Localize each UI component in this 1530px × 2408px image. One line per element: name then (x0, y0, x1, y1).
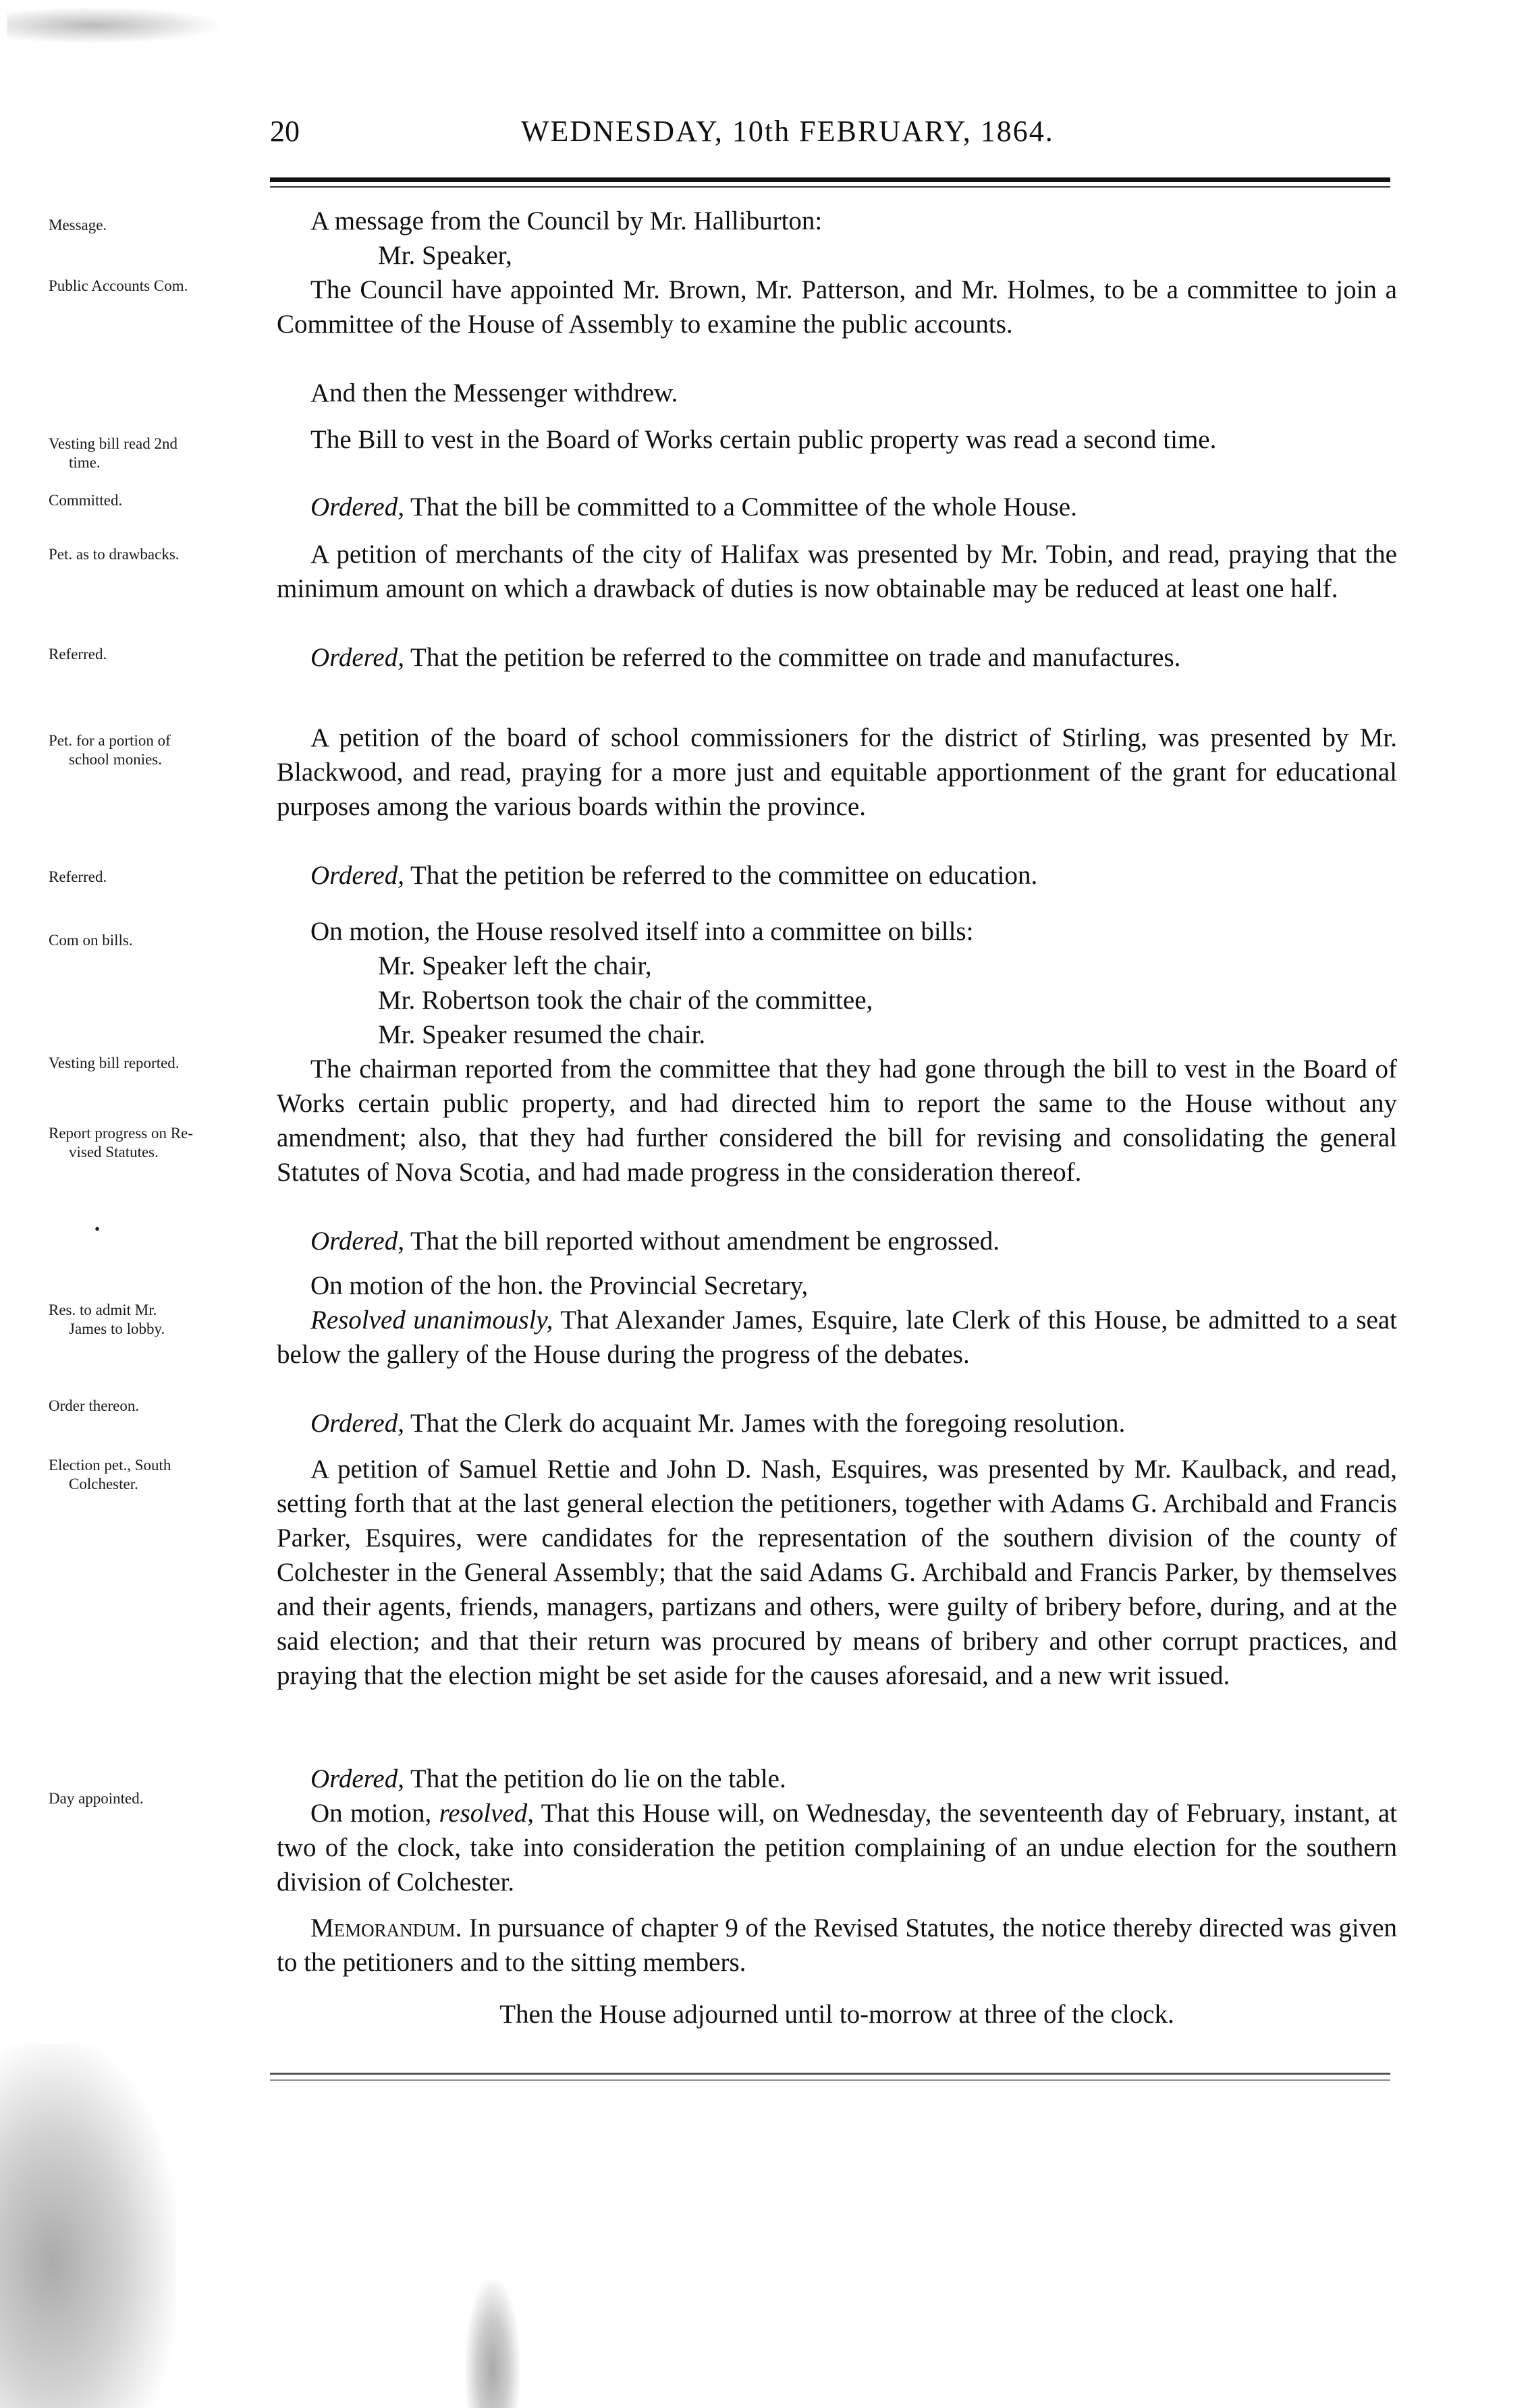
para-ordered-committed (277, 490, 1397, 524)
para-day-appointed (277, 1796, 1397, 1899)
margin-note-pet-school (49, 731, 278, 769)
para-memorandum (277, 1911, 1397, 1980)
margin-note-message: Message. (49, 217, 107, 233)
para-message: A message from the Council by Mr. Halliburton: (310, 206, 823, 235)
margin-note-vesting-bill (49, 435, 278, 472)
margin-note-vesting-bill-line2: time. (69, 454, 101, 471)
ordered-text: That the petition do lie on the table. (404, 1764, 786, 1793)
margin-note-pet-school-line1: Pet. for a portion of (49, 732, 171, 749)
margin-note-res-admit (49, 1301, 278, 1339)
para-mr-speaker: Mr. Speaker, (378, 241, 512, 270)
margin-note-committed: Committed. (49, 492, 123, 509)
ordered-text: That the bill be committed to a Committee of the whole House. (404, 493, 1077, 522)
memorandum-label: Memorandum. (310, 1913, 462, 1942)
para-resolved-james (277, 1303, 1397, 1372)
ordered-label: Ordered, (310, 643, 404, 672)
footer-rule-thin (270, 2079, 1390, 2081)
ordered-label: Ordered, (310, 861, 404, 890)
para-adjourned: Then the House adjourned until to-morrow at three of the clock. (499, 2000, 1174, 2029)
ordered-label: Ordered, (310, 1764, 404, 1793)
para-chairman-reported: The chairman reported from the committee that they had gone through the bill to vest in the Board of Works certain public property, and had directed him to report the same to the House without any amendment; also, that they had further considered the bill for revising and consolidating the general Statutes of Nova Scotia, and had made progress in the consideration thereof. (277, 1055, 1397, 1187)
margin-note-order-thereon: Order thereon. (49, 1397, 140, 1414)
para-ordered-trade (277, 640, 1397, 675)
para-ordered-table (277, 1762, 1397, 1796)
resolved-text: That Alexander James, Esquire, late Clerk of this House, be admitted to a seat below the gallery of the House during the progress of the debates. (277, 1306, 1397, 1369)
ordered-text: That the petition be referred to the committee on trade and manufactures. (404, 643, 1181, 672)
para-committee-on-bills: On motion, the House resolved itself into a committee on bills: (310, 917, 974, 946)
margin-note-referred-2: Referred. (49, 868, 107, 885)
motion-text-a: On motion, (310, 1799, 439, 1828)
margin-bullet: • (94, 1221, 101, 1237)
header-rule-thin (270, 186, 1390, 188)
para-bill-second-reading: The Bill to vest in the Board of Works certain public property was read a second time. (310, 425, 1217, 454)
para-petition-merchants: A petition of merchants of the city of Halifax was presented by Mr. Tobin, and read, praying that the minimum amount on which a drawback of duties is now obtainable may be reduced at least one half. (277, 540, 1397, 603)
ordered-label: Ordered, (310, 493, 404, 522)
header-rule-thick (270, 177, 1390, 182)
para-ordered-clerk (277, 1406, 1397, 1440)
resolved-label: resolved, (439, 1799, 534, 1828)
margin-note-vesting-bill-line1: Vesting bill read 2nd (49, 435, 177, 452)
ordered-label: Ordered, (310, 1227, 404, 1256)
para-provincial-secretary: On motion of the hon. the Provincial Secretary, (310, 1271, 809, 1300)
running-head: WEDNESDAY, 10th FEBRUARY, 1864. (521, 115, 1054, 148)
ordered-text: That the Clerk do acquaint Mr. James with the foregoing resolution. (404, 1409, 1126, 1438)
ordered-label: Ordered, (310, 1409, 404, 1438)
margin-note-election-pet-line2: Colchester. (69, 1476, 138, 1492)
margin-note-report-progress-line2: vised Statutes. (69, 1144, 159, 1160)
para-petition-school: A petition of the board of school commissioners for the district of Stirling, was presented by Mr. Blackwood, and read, praying for a more just and equitable apportionment of the grant for educational purposes among the various boards within the province. (277, 723, 1397, 821)
margin-note-vesting-reported: Vesting bill reported. (49, 1055, 180, 1071)
resolved-label: Resolved unanimously, (310, 1306, 553, 1335)
para-council-appointed: The Council have appointed Mr. Brown, Mr. Patterson, and Mr. Holmes, to be a committee to join a Committee of the House of Assembly to examine the public accounts. (277, 275, 1397, 339)
scan-speckle-bottom-center (466, 2280, 520, 2408)
margin-note-referred-1: Referred. (49, 646, 107, 663)
ordered-text: That the petition be referred to the committee on education. (404, 861, 1038, 890)
memorandum-text: In pursuance of chapter 9 of the Revised Statutes, the notice thereby directed was given to the petitioners and to the sitting members. (277, 1913, 1397, 1977)
page-number: 20 (270, 115, 300, 148)
scan-speckle-bottom-left (0, 2044, 175, 2408)
para-speaker-resumed: Mr. Speaker resumed the chair. (378, 1020, 706, 1049)
margin-note-pet-school-line2: school monies. (69, 751, 162, 768)
margin-note-pet-drawbacks: Pet. as to drawbacks. (49, 546, 180, 563)
para-election-petition: A petition of Samuel Rettie and John D. Nash, Esquires, was presented by Mr. Kaulback, and read, setting forth that at the last general election the petitioners, together with Adams G. Archibald and Francis Parker, Esquires, were candidates for the representation of the southern division of the county of Colchester in the General Assembly; that the said Adams G. Archibald and Francis Parker, by themselves and their agents, friends, managers, partizans and others, were guilty of bribery before, during, and at the said election; and that their return was procured by means of bribery and other corrupt practices, and praying that the election might be set aside for the causes aforesaid, and a new writ issued. (277, 1455, 1397, 1690)
page-header (270, 111, 1404, 165)
margin-note-election-pet-line1: Election pet., South (49, 1457, 171, 1474)
scan-speckle-top (7, 7, 223, 44)
ordered-text: That the bill reported without amendment be engrossed. (404, 1227, 1000, 1256)
margin-note-election-pet (49, 1456, 278, 1494)
para-messenger-withdrew: And then the Messenger withdrew. (310, 379, 678, 408)
motion-text-b: That this House will, on Wednesday, the seventeenth day of February, instant, at two of the clock, take into consideration the petition complaining of an undue election for the southern division of Colchester. (277, 1799, 1398, 1897)
margin-note-com-bills: Com on bills. (49, 932, 133, 949)
margin-note-res-admit-line2: James to lobby. (69, 1320, 165, 1337)
margin-note-report-progress (49, 1124, 278, 1162)
footer-rule (270, 2073, 1390, 2075)
margin-note-public-accounts: Public Accounts Com. (49, 277, 188, 294)
para-ordered-education (277, 858, 1397, 893)
margin-note-report-progress-line1: Report progress on Re- (49, 1125, 193, 1142)
para-ordered-engrossed (277, 1224, 1397, 1258)
margin-note-res-admit-line1: Res. to admit Mr. (49, 1301, 157, 1318)
margin-note-day-appointed: Day appointed. (49, 1790, 144, 1807)
para-speaker-left: Mr. Speaker left the chair, (378, 951, 652, 980)
para-robertson-chair: Mr. Robertson took the chair of the committee, (378, 986, 873, 1015)
